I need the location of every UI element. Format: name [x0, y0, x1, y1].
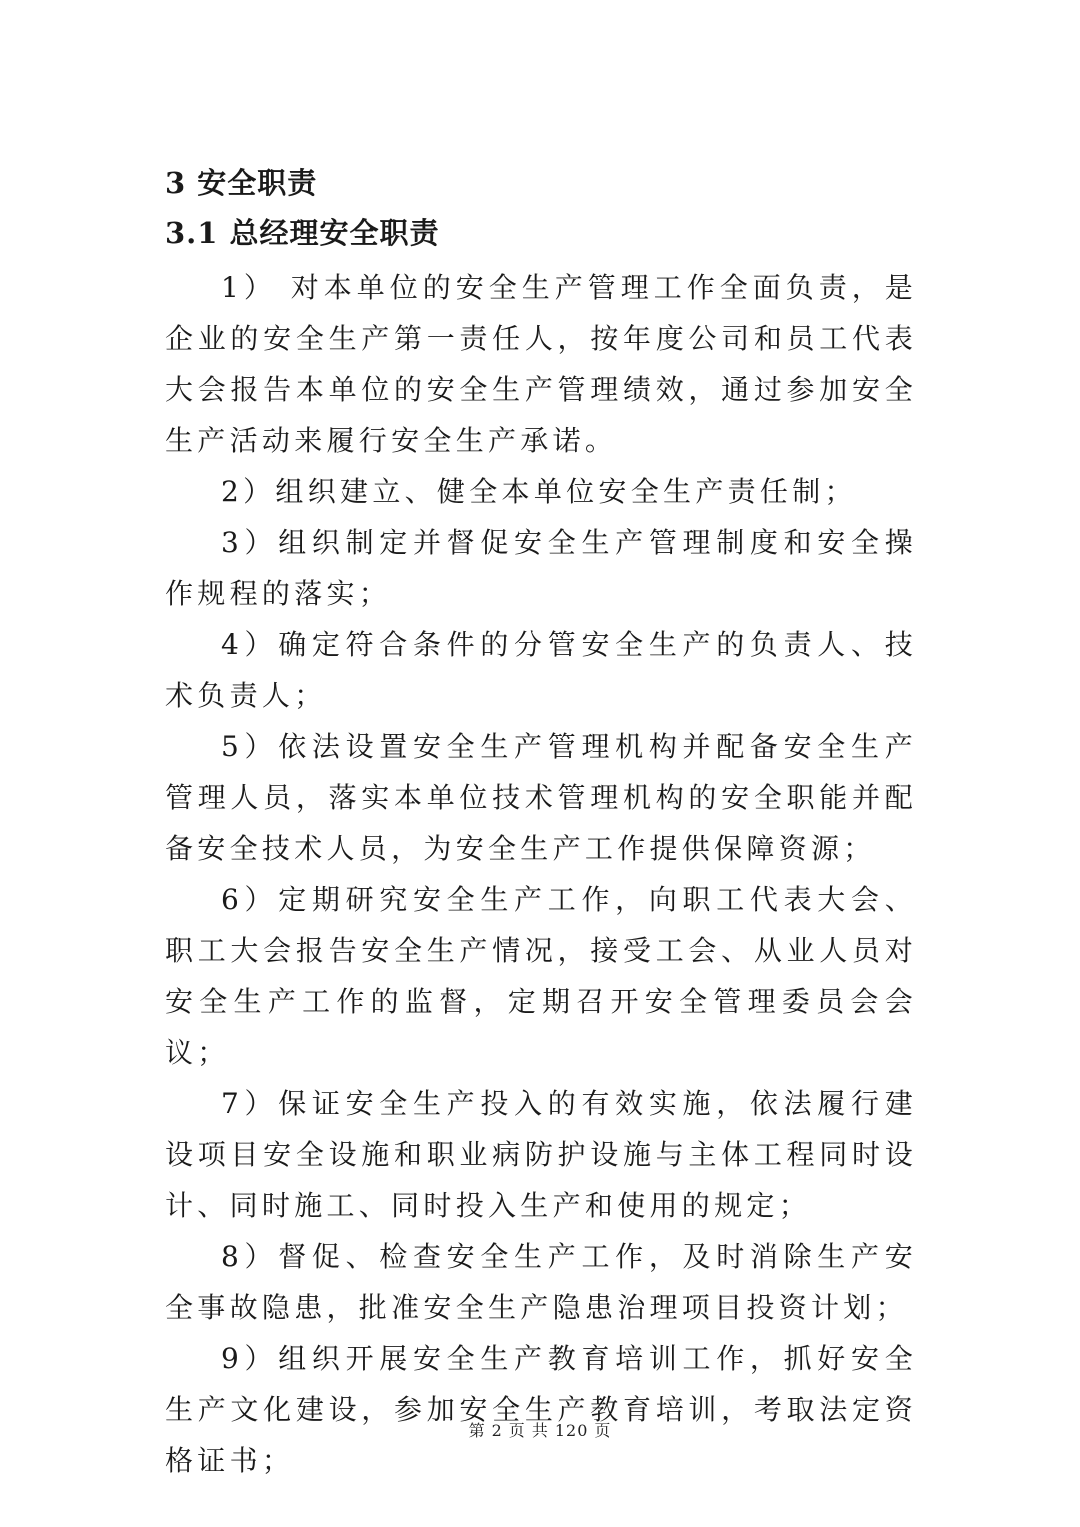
paragraph-2: 2）组织建立、健全本单位安全生产责任制；	[221, 475, 857, 508]
paragraph-6: 6）定期研究安全生产工作，向职工代表大会、职工大会报告安全生产情况，接受工会、从业人员对安全生产工作的监督，定期召开安全管理委员会会议；	[165, 883, 917, 1069]
footer-mid: 页 共	[508, 1421, 549, 1440]
page-total: 120	[554, 1421, 589, 1440]
body-text	[165, 262, 917, 1486]
paragraph-5: 5）依法设置安全生产管理机构并配备安全生产管理人员，落实本单位技术管理机构的安全职能并配备安全技术人员，为安全生产工作提供保障资源；	[165, 730, 917, 865]
paragraph-7: 7）保证安全生产投入的有效实施，依法履行建设项目安全设施和职业病防护设施与主体工程同时设计、同时施工、同时投入生产和使用的规定；	[165, 1087, 917, 1222]
section-heading: 3 安全职责	[165, 166, 318, 200]
footer-prefix: 第	[468, 1421, 486, 1440]
paragraph-9: 9）组织开展安全生产教育培训工作，抓好安全生产文化建设，参加安全生产教育培训，考取法定资格证书；	[165, 1342, 917, 1477]
paragraph-8: 8）督促、检查安全生产工作，及时消除生产安全事故隐患，批准安全生产隐患治理项目投资计划；	[165, 1240, 917, 1324]
page-number: 2	[491, 1421, 503, 1440]
footer-suffix: 页	[594, 1421, 612, 1440]
subsection-heading: 3.1 总经理安全职责	[165, 216, 440, 250]
paragraph-3: 3）组织制定并督促安全生产管理制度和安全操作规程的落实；	[165, 526, 917, 610]
page-footer	[0, 1418, 1080, 1441]
paragraph-4: 4）确定符合条件的分管安全生产的负责人、技术负责人；	[165, 628, 917, 712]
paragraph-1: 1） 对本单位的安全生产管理工作全面负责，是企业的安全生产第一责任人，按年度公司和员工代表大会报告本单位的安全生产管理绩效，通过参加安全生产活动来履行安全生产承诺。	[165, 271, 917, 457]
